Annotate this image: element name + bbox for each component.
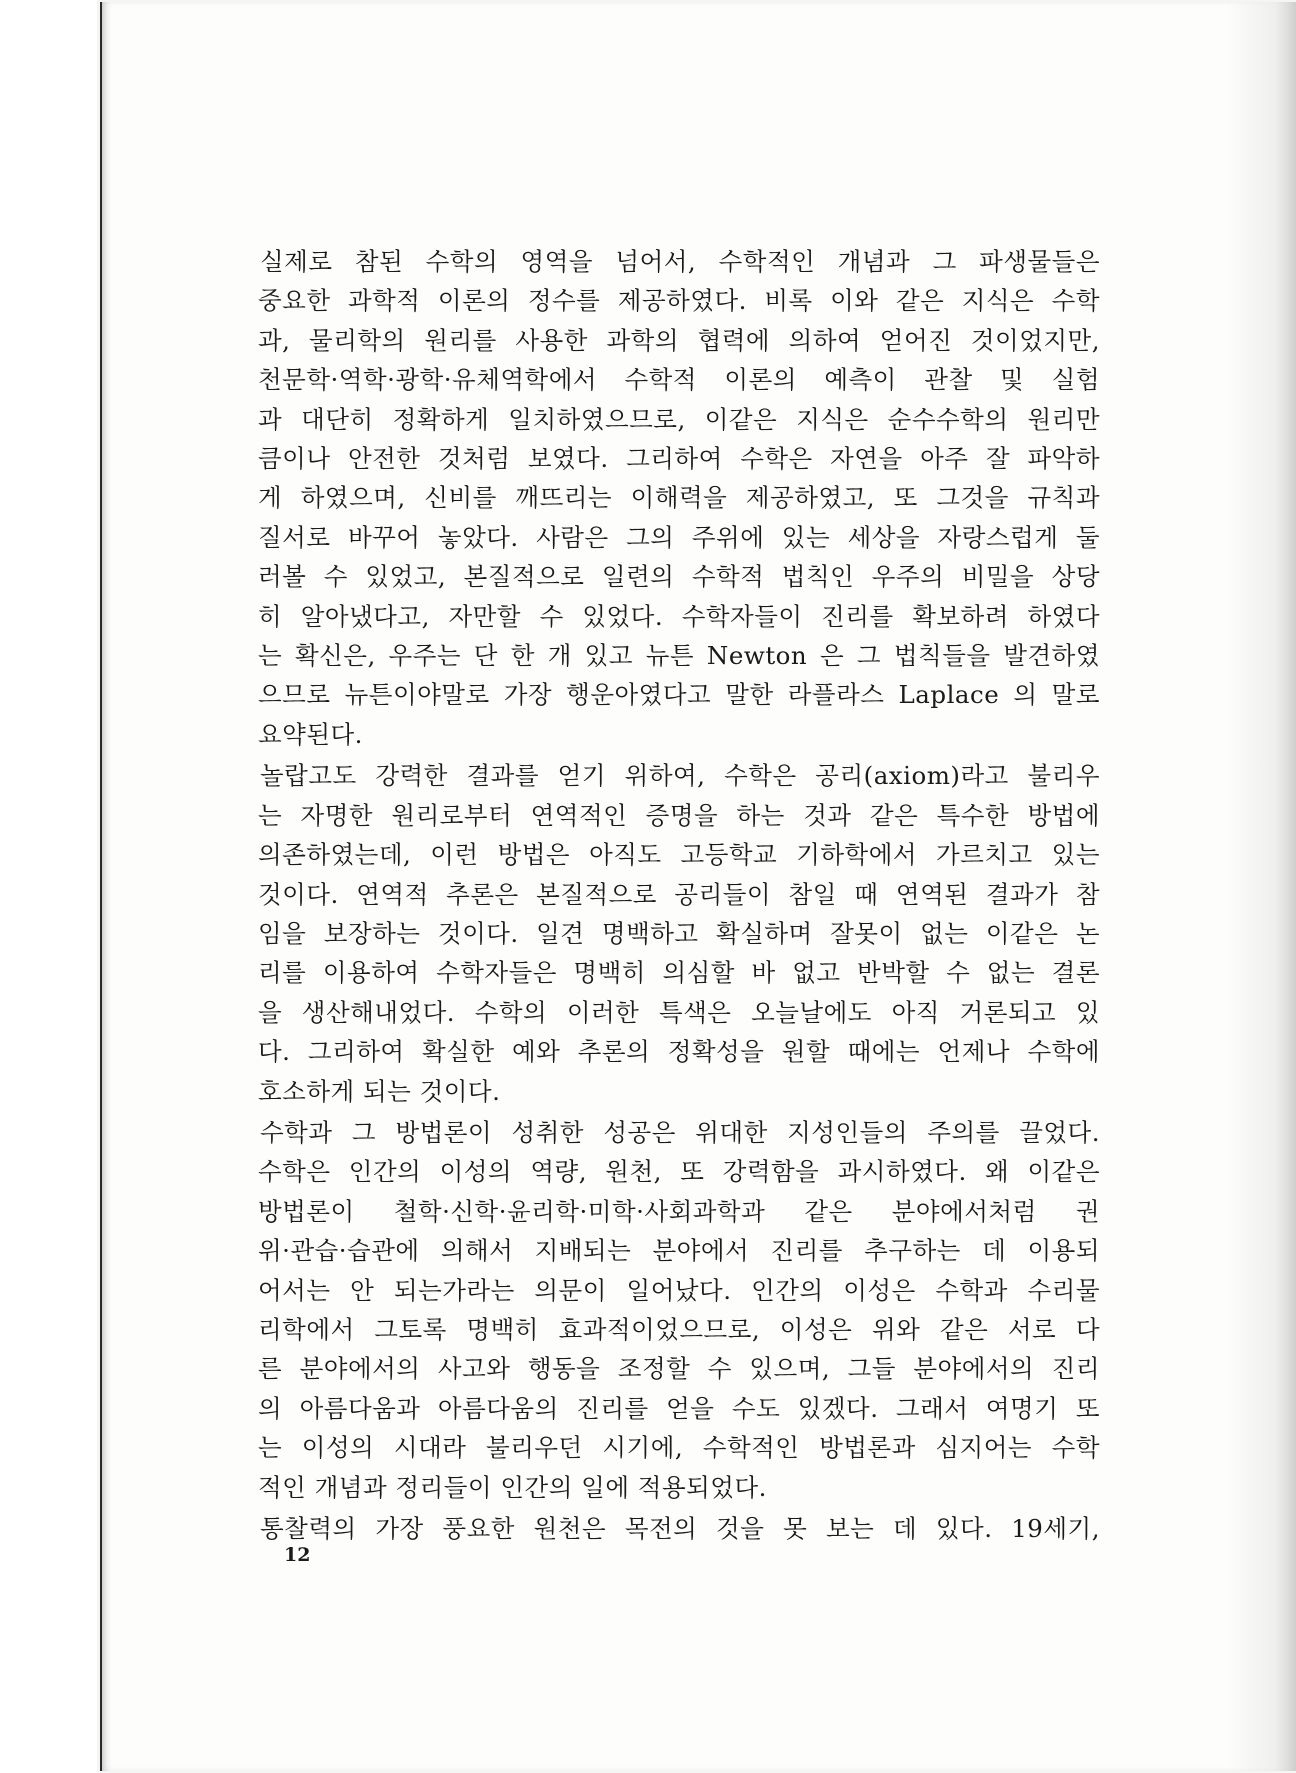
text-line: 방법론이 철학·신학·윤리학·미학·사회과학과 같은 분야에서처럼 권	[258, 1196, 1100, 1226]
text-line: 른 분야에서의 사고와 행동을 조정할 수 있으며, 그들 분야에서의 진리	[258, 1354, 1100, 1384]
text-line: 놀랍고도 강력한 결과를 얻기 위하여, 수학은 공리(axiom)라고 불리우	[260, 761, 1100, 791]
page-number: 12	[284, 1544, 311, 1566]
text-line: 적인 개념과 정리들이 인간의 일에 적용되었다.	[258, 1472, 767, 1502]
text-line: 다. 그리하여 확실한 예와 추론의 정확성을 원할 때에는 언제나 수학에	[258, 1037, 1100, 1067]
text-line: 임을 보장하는 것이다. 일견 명백하고 확실하며 잘못이 없는 이같은 논	[258, 918, 1100, 948]
text-line: 것이다. 연역적 추론은 본질적으로 공리들이 참일 때 연역된 결과가 참	[258, 879, 1100, 909]
text-line: 리학에서 그토록 명백히 효과적이었으므로, 이성은 위와 같은 서로 다	[258, 1314, 1100, 1344]
text-line: 어서는 안 되는가라는 의문이 일어났다. 인간의 이성은 수학과 수리물	[258, 1275, 1100, 1305]
text-line: 의 아름다움과 아름다움의 진리를 얻을 수도 있겠다. 그래서 여명기 또	[258, 1393, 1100, 1423]
text-line: 위·관습·습관에 의해서 지배되는 분야에서 진리를 추구하는 데 이용되	[258, 1236, 1100, 1266]
text-line: 질서로 바꾸어 놓았다. 사람은 그의 주위에 있는 세상을 자랑스럽게 둘	[258, 522, 1100, 552]
text-line: 수학과 그 방법론이 성취한 성공은 위대한 지성인들의 주의를 끌었다.	[260, 1117, 1100, 1147]
page-edge-shadow	[1226, 2, 1296, 1771]
paragraph-2	[258, 756, 1100, 1111]
paragraph-3	[258, 1113, 1100, 1507]
text-line: 요약된다.	[258, 719, 363, 749]
text-line: 큼이나 안전한 것처럼 보였다. 그리하여 수학은 자연을 아주 잘 파악하	[258, 444, 1100, 474]
text-line: 천문학·역학·광학·유체역학에서 수학적 이론의 예측이 관찰 및 실험	[258, 365, 1100, 395]
text-line: 러볼 수 있었고, 본질적으로 일련의 수학적 법칙인 우주의 비밀을 상당	[258, 562, 1100, 592]
paragraph-1	[258, 242, 1100, 754]
text-line: 과 대단히 정확하게 일치하였으므로, 이같은 지식은 순수수학의 원리만	[258, 404, 1100, 434]
text-line: 중요한 과학적 이론의 정수를 제공하였다. 비록 이와 같은 지식은 수학	[258, 286, 1100, 316]
text-line: 을 생산해내었다. 수학의 이러한 특색은 오늘날에도 아직 거론되고 있	[258, 997, 1100, 1027]
text-line: 실제로 참된 수학의 영역을 넘어서, 수학적인 개념과 그 파생물들은	[260, 247, 1100, 276]
text-line: 히 알아냈다고, 자만할 수 있었다. 수학자들이 진리를 확보하려 하였다	[258, 601, 1100, 631]
text-line: 게 하였으며, 신비를 깨뜨리는 이해력을 제공하였고, 또 그것을 규칙과	[258, 483, 1100, 513]
text-line: 으므로 뉴튼이야말로 가장 행운아였다고 말한 라플라스 Laplace 의 말로	[258, 680, 1100, 710]
text-line: 수학은 인간의 이성의 역량, 원천, 또 강력함을 과시하였다. 왜 이같은	[258, 1157, 1100, 1187]
text-line: 의존하였는데, 이런 방법은 아직도 고등학교 기하학에서 가르치고 있는	[258, 840, 1100, 870]
text-line: 는 이성의 시대라 불리우던 시기에, 수학적인 방법론과 심지어는 수학	[258, 1433, 1100, 1463]
paragraph-4	[258, 1509, 1100, 1548]
text-line: 는 확신은, 우주는 단 한 개 있고 뉴튼 Newton 은 그 법칙들을 발견하였	[258, 641, 1100, 671]
text-line: 통찰력의 가장 풍요한 원천은 목전의 것을 못 보는 데 있다. 19세기,	[260, 1514, 1100, 1543]
text-line: 리를 이용하여 수학자들은 명백히 의심할 바 없고 반박할 수 없는 결론	[258, 958, 1100, 988]
text-line: 호소하게 되는 것이다.	[258, 1076, 501, 1106]
body-text	[258, 242, 1100, 1548]
text-line: 는 자명한 원리로부터 연역적인 증명을 하는 것과 같은 특수한 방법에	[258, 800, 1100, 830]
text-line: 과, 물리학의 원리를 사용한 과학의 협력에 의하여 얻어진 것이었지만,	[258, 325, 1100, 355]
viewer-left-margin	[0, 0, 97, 1773]
